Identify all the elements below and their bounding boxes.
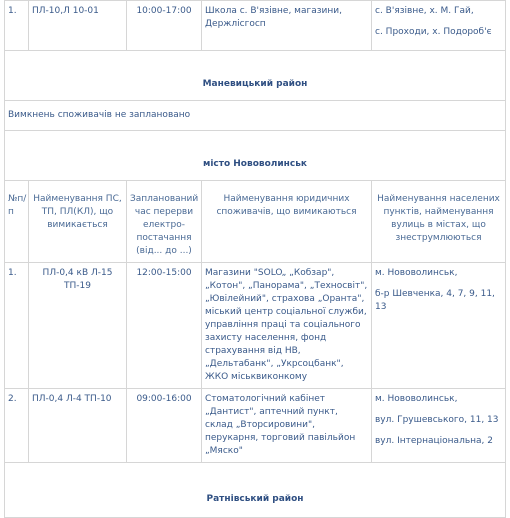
outage-time: 10:00-17:00 xyxy=(127,1,202,51)
consumers: Школа с. В'язівне, магазини, Держлісгосп xyxy=(202,1,372,51)
outage-table xyxy=(4,0,506,518)
settlements xyxy=(372,263,506,389)
row-number: 1. xyxy=(5,1,29,51)
table-row xyxy=(5,1,506,51)
section-title: місто Нововолинськ xyxy=(5,131,506,181)
header-row xyxy=(5,181,506,263)
note-text: Вимкнень споживачів не заплановано xyxy=(5,101,506,131)
line-name: ПЛ-0,4 Л-4 ТП-10 xyxy=(29,389,127,463)
settlement-line: с. В'язівне, х. М. Гай, xyxy=(375,6,474,16)
settlement-line: м. Нововолинськ, xyxy=(375,268,458,278)
col-header-num: №п/п xyxy=(5,181,29,263)
row-number: 1. xyxy=(5,263,29,389)
col-header-line: Найменування ПС, ТП, ПЛ(КЛ), що вимикається xyxy=(29,181,127,263)
table-row xyxy=(5,389,506,463)
line-name: ПЛ-10,Л 10-01 xyxy=(29,1,127,51)
settlements xyxy=(372,389,506,463)
section-row xyxy=(5,131,506,181)
outage-time: 12:00-15:00 xyxy=(127,263,202,389)
col-header-time: Запланований час перерви електро-постачання (від... до ...) xyxy=(127,181,202,263)
section-row xyxy=(5,463,506,518)
section-row xyxy=(5,51,506,101)
row-number: 2. xyxy=(5,389,29,463)
outage-time: 09:00-16:00 xyxy=(127,389,202,463)
settlements xyxy=(372,1,506,51)
settlement-line: м. Нововолинськ, xyxy=(375,394,458,404)
col-header-consumers: Найменування юридичних споживачів, що вимикаються xyxy=(202,181,372,263)
line-name: ПЛ-0,4 кВ Л-15 ТП-19 xyxy=(29,263,127,389)
settlement-line: б-р Шевченка, 4, 7, 9, 11, 13 xyxy=(375,289,495,312)
settlement-line: с. Проходи, х. Подороб'є xyxy=(375,27,492,37)
note-row xyxy=(5,101,506,131)
settlement-line: вул. Грушевського, 11, 13 xyxy=(375,415,499,425)
table-row xyxy=(5,263,506,389)
consumers: Стоматологічний кабінет „Дантист", аптечний пункт, склад „Вторсировини", перукарня, торговий павільйон „Мяско" xyxy=(202,389,372,463)
section-title: Ратнівський район xyxy=(5,463,506,518)
col-header-settlements: Найменування населених пунктів, найменування вулиць в містах, що знеструмлюються xyxy=(372,181,506,263)
consumers: Магазини "SOLO„ „Кобзар", „Котон", „Панорама", „Техносвіт", „Ювілейний", страхова „Оранта", міський центр соціальної служби, управління праці та соціального захисту населення, фонд страхування від НВ, „Дельтабанк", „Укрсоцбанк", ЖКО міськвиконкому xyxy=(202,263,372,389)
section-title: Маневицький район xyxy=(5,51,506,101)
settlement-line: вул. Інтернаціональна, 2 xyxy=(375,436,493,446)
